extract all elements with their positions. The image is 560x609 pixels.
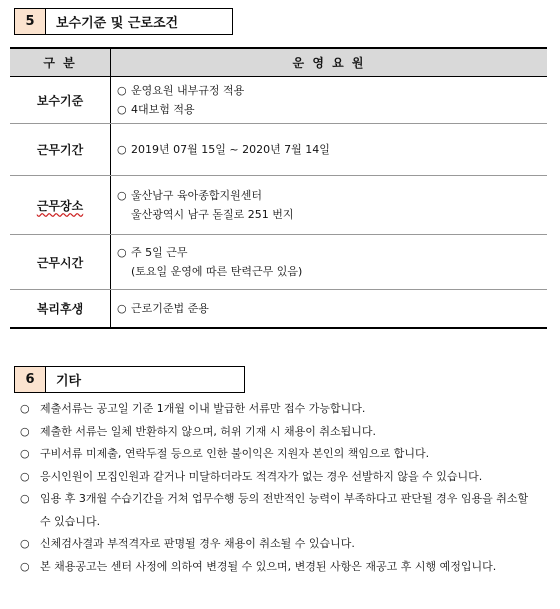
list-item: ○ 구비서류 미제출, 연락두절 등으로 인한 불이익은 지원자 본인의 책임으로 합니다. bbox=[20, 443, 535, 466]
circle-bullet-icon: ○ bbox=[20, 424, 30, 438]
section-title: 보수기준 및 근로조건 bbox=[46, 8, 233, 35]
circle-bullet-icon: ○ bbox=[117, 301, 127, 315]
list-item: ○ 임용 후 3개월 수습기간을 거쳐 업무수행 등의 전반적인 능력이 부족하다고 판단될 경우 임용을 취소할 수 있습니다. bbox=[20, 488, 535, 533]
circle-bullet-icon: ○ bbox=[20, 469, 30, 483]
row-label: 보수기준 bbox=[10, 77, 111, 124]
notes-list bbox=[20, 398, 535, 578]
circle-bullet-icon: ○ bbox=[117, 246, 127, 259]
content-line: ○ 운영요원 내부규정 적용 bbox=[117, 81, 546, 100]
section-title: 기타 bbox=[46, 366, 245, 393]
conditions-table bbox=[10, 47, 547, 329]
section-number: 6 bbox=[14, 366, 46, 393]
row-label: 근무장소 bbox=[10, 176, 111, 235]
list-item: ○ 응시인원이 모집인원과 같거나 미달하더라도 적격자가 없는 경우 선발하지 않을 수 있습니다. bbox=[20, 466, 535, 489]
table-row bbox=[10, 235, 547, 290]
table-row bbox=[10, 124, 547, 176]
circle-bullet-icon: ○ bbox=[20, 537, 30, 550]
row-content bbox=[111, 124, 548, 176]
content-line: (토요일 운영에 따른 탄력근무 있음) bbox=[131, 265, 303, 278]
circle-bullet-icon: ○ bbox=[20, 559, 30, 573]
row-label: 근무기간 bbox=[10, 124, 111, 176]
table-header-row bbox=[10, 48, 547, 77]
content-line: ○ 4대보험 적용 bbox=[117, 100, 546, 119]
section-number: 5 bbox=[14, 8, 46, 35]
list-item: ○ 본 채용공고는 센터 사정에 의하여 변경될 수 있으며, 변경된 사항은 재공고 후 시행 예정입니다. bbox=[20, 556, 535, 579]
content-line: ○ 근로기준법 준용 bbox=[117, 299, 546, 318]
circle-bullet-icon: ○ bbox=[117, 143, 127, 156]
row-content bbox=[111, 176, 548, 235]
section-6-header bbox=[14, 366, 245, 393]
content-line: ○ 2019년 07월 15일 ~ 2020년 7월 14일 bbox=[117, 140, 546, 159]
section-5-header bbox=[14, 8, 233, 35]
circle-bullet-icon: ○ bbox=[117, 189, 127, 202]
list-item: ○ 제출서류는 공고일 기준 1개월 이내 발급한 서류만 접수 가능합니다. bbox=[20, 398, 535, 421]
content-line: ○ 주 5일 근무 bbox=[117, 243, 546, 262]
list-item: ○ 신체검사결과 부적격자로 판명될 경우 채용이 취소될 수 있습니다. bbox=[20, 533, 535, 556]
header-category: 구 분 bbox=[10, 48, 111, 77]
circle-bullet-icon: ○ bbox=[117, 84, 127, 97]
table-row bbox=[10, 176, 547, 235]
circle-bullet-icon: ○ bbox=[20, 492, 30, 505]
table-row bbox=[10, 290, 547, 328]
circle-bullet-icon: ○ bbox=[20, 402, 30, 415]
content-line: 울산광역시 남구 돋질로 251 번지 bbox=[131, 208, 294, 221]
circle-bullet-icon: ○ bbox=[117, 103, 127, 116]
row-content bbox=[111, 77, 548, 124]
list-item: ○ 제출한 서류는 일체 반환하지 않으며, 허위 기재 시 채용이 취소됩니다. bbox=[20, 421, 535, 444]
content-line: ○ 울산남구 육아종합지원센터 bbox=[117, 186, 546, 205]
row-label: 근무시간 bbox=[10, 235, 111, 290]
row-label: 복리후생 bbox=[10, 290, 111, 328]
table-row bbox=[10, 77, 547, 124]
row-content bbox=[111, 235, 548, 290]
header-content: 운 영 요 원 bbox=[111, 48, 548, 77]
circle-bullet-icon: ○ bbox=[20, 447, 30, 460]
row-content bbox=[111, 290, 548, 328]
